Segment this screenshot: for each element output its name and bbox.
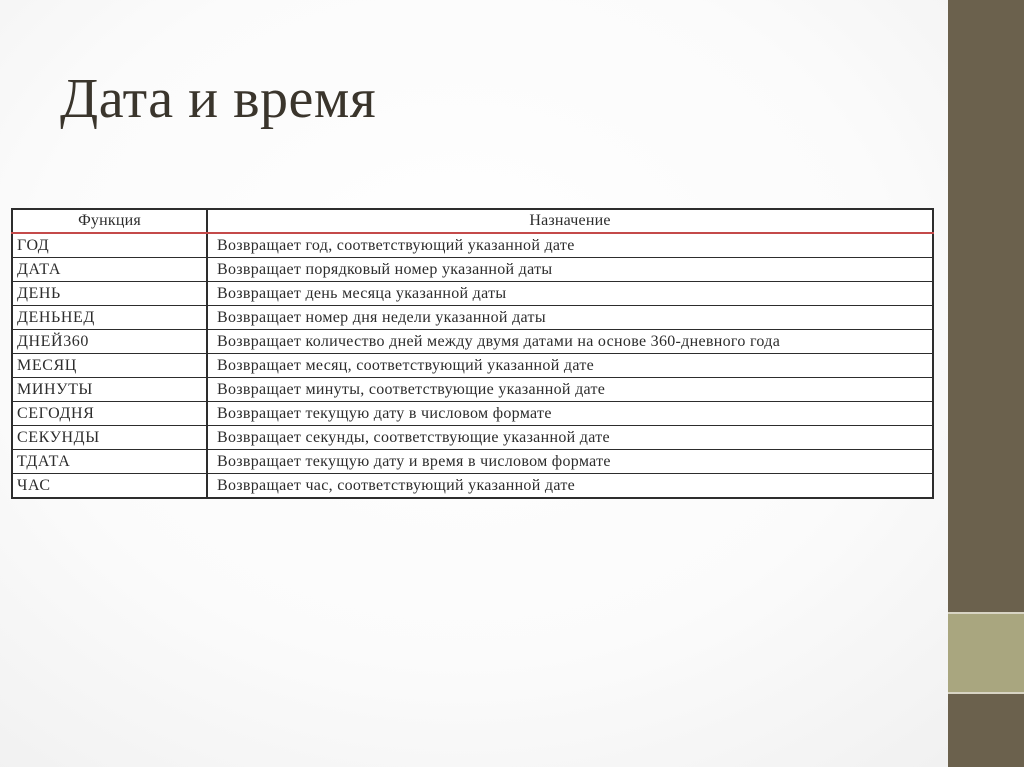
functions-table-container bbox=[11, 208, 932, 499]
function-description: Возвращает минуты, соответствующие указанной дате bbox=[207, 378, 933, 402]
function-name: СЕКУНДЫ bbox=[12, 426, 207, 450]
function-name: ТДАТА bbox=[12, 450, 207, 474]
function-description: Возвращает текущую дату в числовом формате bbox=[207, 402, 933, 426]
table-row bbox=[12, 402, 933, 426]
function-description: Возвращает день месяца указанной даты bbox=[207, 282, 933, 306]
function-name: ДНЕЙ360 bbox=[12, 330, 207, 354]
table-row bbox=[12, 330, 933, 354]
table-row bbox=[12, 258, 933, 282]
band-accent-block bbox=[948, 614, 1024, 692]
table-row bbox=[12, 282, 933, 306]
function-name: ДЕНЬНЕД bbox=[12, 306, 207, 330]
table-row bbox=[12, 306, 933, 330]
date-time-functions-table bbox=[11, 208, 934, 499]
function-description: Возвращает час, соответствующий указанной дате bbox=[207, 474, 933, 499]
header-function: Функция bbox=[12, 209, 207, 233]
function-description: Возвращает год, соответствующий указанной дате bbox=[217, 237, 575, 254]
function-description: Возвращает порядковый номер указанной даты bbox=[207, 258, 933, 282]
function-description: Возвращает текущую дату и время в числовом формате bbox=[207, 450, 933, 474]
decorative-side-band bbox=[948, 0, 1024, 767]
function-name: МИНУТЫ bbox=[12, 378, 207, 402]
function-description: Возвращает секунды, соответствующие указанной дате bbox=[207, 426, 933, 450]
slide-title: Дата и время bbox=[60, 68, 377, 130]
function-description: Возвращает номер дня недели указанной даты bbox=[207, 306, 933, 330]
function-description: Возвращает количество дней между двумя датами на основе 360-дневного года bbox=[207, 330, 933, 354]
table-row bbox=[12, 426, 933, 450]
table-row bbox=[12, 378, 933, 402]
table-row bbox=[12, 450, 933, 474]
band-divider bbox=[948, 692, 1024, 694]
function-name: ЧАС bbox=[12, 474, 207, 499]
function-description: Возвращает месяц, соответствующий указанной дате bbox=[207, 354, 933, 378]
function-name: ГОД bbox=[12, 233, 207, 258]
table-row bbox=[12, 354, 933, 378]
table-row bbox=[12, 233, 933, 258]
table-header-row bbox=[12, 209, 933, 233]
function-name: МЕСЯЦ bbox=[12, 354, 207, 378]
table-row bbox=[12, 474, 933, 499]
header-purpose: Назначение bbox=[207, 209, 933, 233]
function-name: ДЕНЬ bbox=[12, 282, 207, 306]
function-name: СЕГОДНЯ bbox=[12, 402, 207, 426]
function-name: ДАТА bbox=[12, 258, 207, 282]
